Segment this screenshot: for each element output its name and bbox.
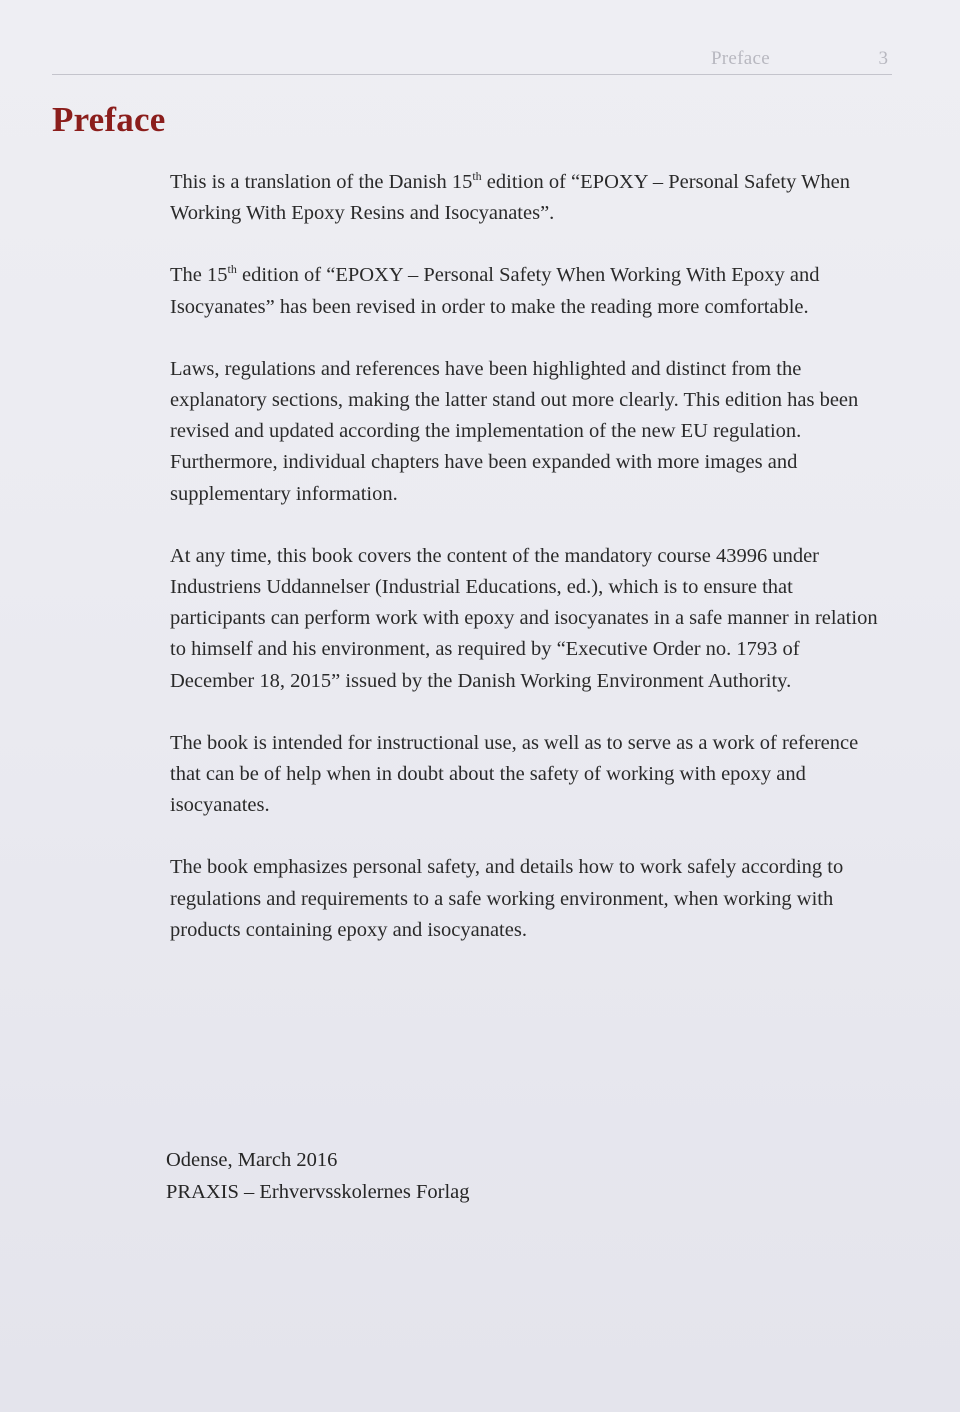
ordinal-superscript: th: [227, 262, 237, 277]
paragraph-2: [170, 260, 882, 322]
page-number: 3: [878, 48, 888, 69]
paragraph-2-text-b: edition of “EPOXY – Personal Safety When Working With Epoxy and Isocyanates” has been revised in order to make the reading more comfortable.: [170, 264, 820, 318]
place-date: Odense, March 2016: [166, 1149, 338, 1171]
ordinal-superscript: th: [472, 169, 482, 184]
signature-block: [166, 1144, 470, 1208]
preface-body: [170, 167, 882, 977]
chapter-heading: Preface: [52, 100, 166, 139]
paragraph-1: [170, 167, 882, 229]
paragraph-6: The book emphasizes personal safety, and details how to work safely according to regulations and requirements to a safe working environment, when working with products containing epoxy and isocyanates.: [170, 856, 844, 941]
paragraph-2-text-a: The 15: [170, 264, 228, 287]
paragraph-1-text-b: edition of “EPOXY – Personal Safety When Working With Epoxy Resins and Isocyanates”.: [170, 171, 851, 225]
paragraph-4: At any time, this book covers the content of the mandatory course 43996 under Industriens Uddannelser (Industrial Educations, ed.), which is to ensure that participants can perform work with epoxy and isocyanates in a safe manner in relation to himself and his environment, as required by “Executive Order no. 1793 of December 18, 2015” issued by the Danish Working Environment Authority.: [170, 544, 878, 692]
running-title: Preface: [710, 48, 770, 69]
paragraph-1-text-a: This is a translation of the Danish 15: [170, 171, 473, 193]
publisher-name: PRAXIS – Erhvervsskolernes Forlag: [166, 1181, 470, 1203]
paragraph-3: Laws, regulations and references have been highlighted and distinct from the explanatory sections, making the latter stand out more clearly. This edition has been revised and updated according the implementation of the new EU regulation. Furthermore, individual chapters have been expanded with more images and supplementary information.: [170, 357, 859, 505]
paragraph-5: The book is intended for instructional use, as well as to serve as a work of reference that can be of help when in doubt about the safety of working with epoxy and isocyanates.: [170, 731, 859, 817]
running-header: [52, 44, 892, 75]
